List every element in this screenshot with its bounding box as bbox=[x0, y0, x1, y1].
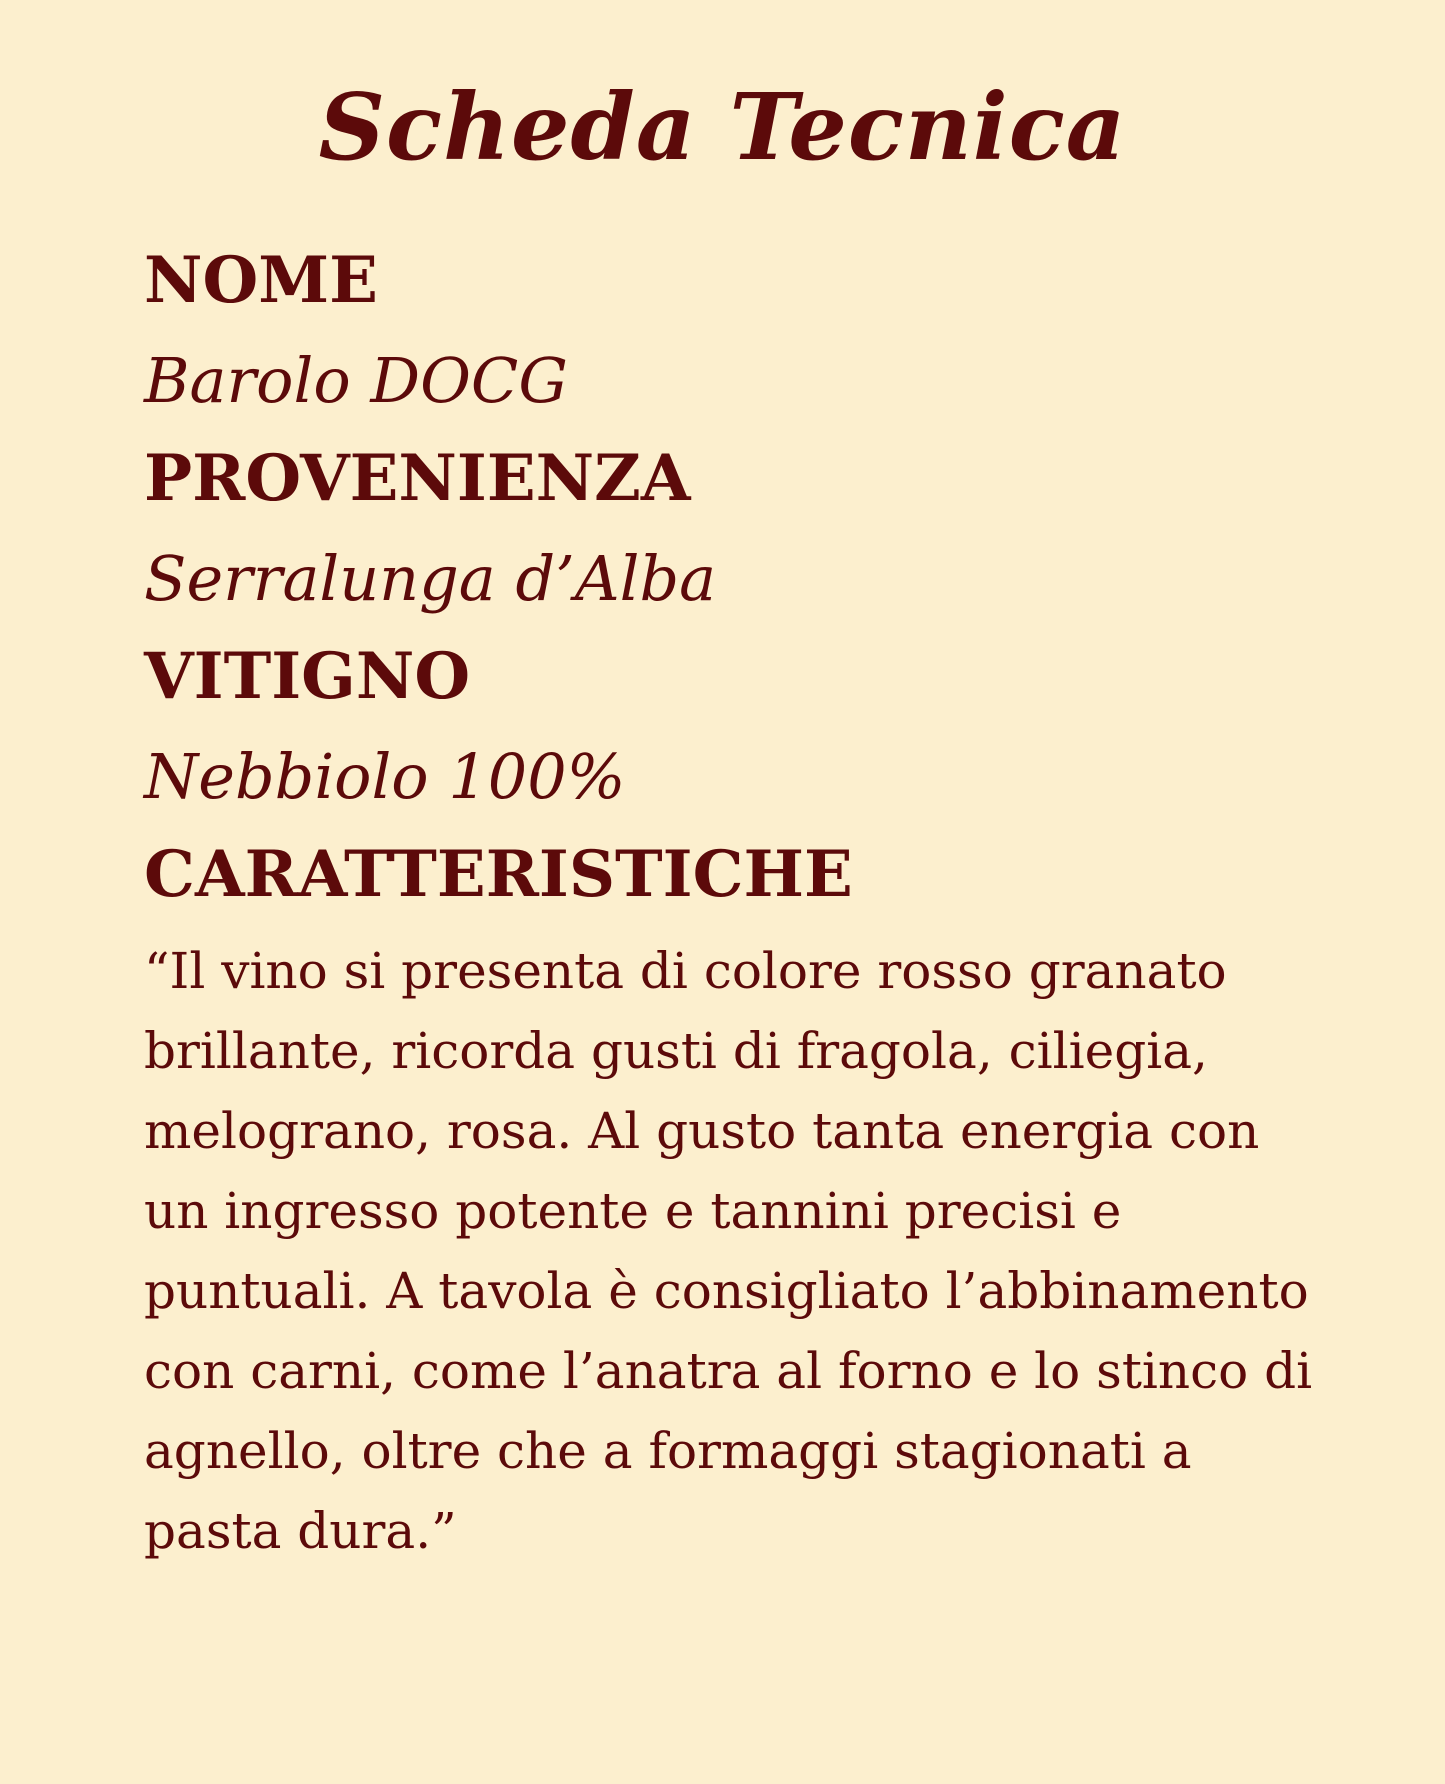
page-title: Scheda Tecnica bbox=[318, 73, 1127, 181]
field-nome bbox=[144, 245, 1344, 417]
field-label-caratteristiche: CARATTERISTICHE bbox=[144, 837, 853, 912]
field-caratteristiche bbox=[144, 839, 1344, 1571]
field-value-nome: Barolo DOCG bbox=[144, 344, 568, 417]
sheet-content bbox=[144, 245, 1344, 1571]
field-value-vitigno: Nebbiolo 100% bbox=[144, 740, 626, 813]
field-value-provenienza: Serralunga d’Alba bbox=[144, 542, 717, 615]
field-provenienza bbox=[144, 443, 1344, 615]
field-label-nome: NOME bbox=[144, 243, 378, 318]
field-vitigno bbox=[144, 641, 1344, 813]
field-label-vitigno: VITIGNO bbox=[144, 639, 471, 714]
description-text: “Il vino si presenta di colore rosso granato brillante, ricorda gusti di fragola, ciliegia, melograno, rosa. Al gusto tanta energia con un ingresso potente e tannini precisi e puntuali. A tavola è consigliato l’abbinamento con carni, come l’anatra al forno e lo stinco di agnello, oltre che a formaggi stagionati a pasta dura.” bbox=[144, 942, 1313, 1560]
field-label-provenienza: PROVENIENZA bbox=[144, 441, 691, 516]
